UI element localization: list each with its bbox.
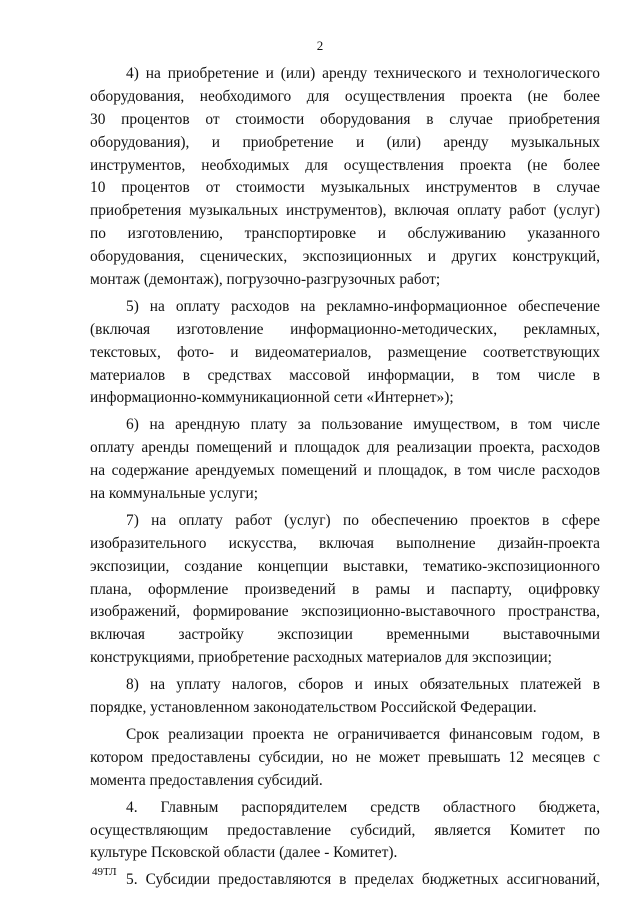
paragraph-item-6 (90, 414, 600, 506)
text-line: 8) на уплату налогов, сборов и иных обязательных платежей в (126, 676, 600, 694)
text-line: приобретения музыкальных инструментов), включая оплату работ (услуг) (90, 202, 600, 220)
paragraph-item-5 (90, 296, 600, 410)
text-line: оборудования), и приобретение и (или) аренду музыкальных (90, 133, 600, 151)
text-line: 4. Главным распорядителем средств областного бюджета, (126, 798, 600, 816)
text-line: (включая изготовление информационно-методических, рекламных, (90, 320, 600, 338)
text-line: Срок реализации проекта не ограничивается финансовым годом, в (126, 725, 600, 743)
paragraph-item-8 (90, 674, 600, 720)
text-line: включая застройку экспозиции временными выставочными (90, 626, 600, 644)
text-line: 6) на арендную плату за пользование имуществом, в том числе (126, 416, 600, 434)
text-line: на содержание арендуемых помещений и площадок, в том числе расходов (90, 462, 600, 480)
paragraph-item-7 (90, 510, 600, 670)
paragraph-section-4 (90, 797, 600, 866)
text-line: инструментов, необходимых для осуществления проекта (не более (90, 156, 600, 174)
paragraph-project-term (90, 724, 600, 793)
text-line: оборудования, необходимого для осуществления проекта (не более (90, 87, 600, 105)
text-line: котором предоставлены субсидии, но не может превышать 12 месяцев с (90, 748, 600, 766)
text-line: конструкциями, приобретение расходных материалов для экспозиции; (90, 649, 552, 667)
text-line: текстовых, фото- и видеоматериалов, размещение соответствующих (90, 343, 600, 361)
text-line: 4) на приобретение и (или) аренду технического и технологического (126, 65, 600, 82)
paragraph-item-4 (90, 63, 600, 292)
text-line: плана, оформление произведений в рамы и паспарту, оцифровку (90, 580, 600, 598)
paragraph-section-5 (90, 869, 600, 892)
text-line: 5. Субсидии предоставляются в пределах бюджетных ассигнований, (126, 871, 600, 889)
document-body (90, 63, 600, 892)
text-line: изображений, формирование экспозиционно-выставочного пространства, (90, 603, 600, 621)
text-line: момента предоставления субсидий. (90, 771, 323, 789)
text-line: экспозиции, создание концепции выставки, тематико-экспозиционного (90, 557, 600, 575)
text-line: монтаж (демонтаж), погрузочно-разгрузочных работ; (90, 271, 441, 289)
page-number: 2 (316, 38, 324, 53)
footer-document-code: 49ТЛ (92, 866, 117, 878)
text-line: 30 процентов от стоимости оборудования в случае приобретения (90, 110, 600, 128)
text-line: порядке, установленном законодательством Российской Федерации. (90, 699, 537, 717)
text-line: информационно-коммуникационной сети «Интернет»); (90, 389, 454, 407)
text-line: 5) на оплату расходов на рекламно-информационное обеспечение (126, 297, 600, 315)
text-line: изобразительного искусства, включая выполнение дизайн-проекта (90, 534, 600, 552)
text-line: оплату аренды помещений и площадок для реализации проекта, расходов (90, 439, 600, 457)
text-line: по изготовлению, транспортировке и обслуживанию указанного (90, 225, 600, 243)
text-line: материалов в средствах массовой информации, в том числе в (90, 366, 600, 384)
text-line: культуре Псковской области (далее - Комитет). (90, 844, 398, 862)
text-line: на коммунальные услуги; (90, 485, 259, 503)
text-line: 10 процентов от стоимости музыкальных инструментов в случае (90, 179, 600, 197)
text-line: оборудования, сценических, экспозиционных и других конструкций, (90, 248, 600, 266)
text-line: осуществляющим предоставление субсидий, является Комитет по (90, 821, 600, 839)
text-line: 7) на оплату работ (услуг) по обеспечению проектов в сфере (126, 511, 600, 529)
